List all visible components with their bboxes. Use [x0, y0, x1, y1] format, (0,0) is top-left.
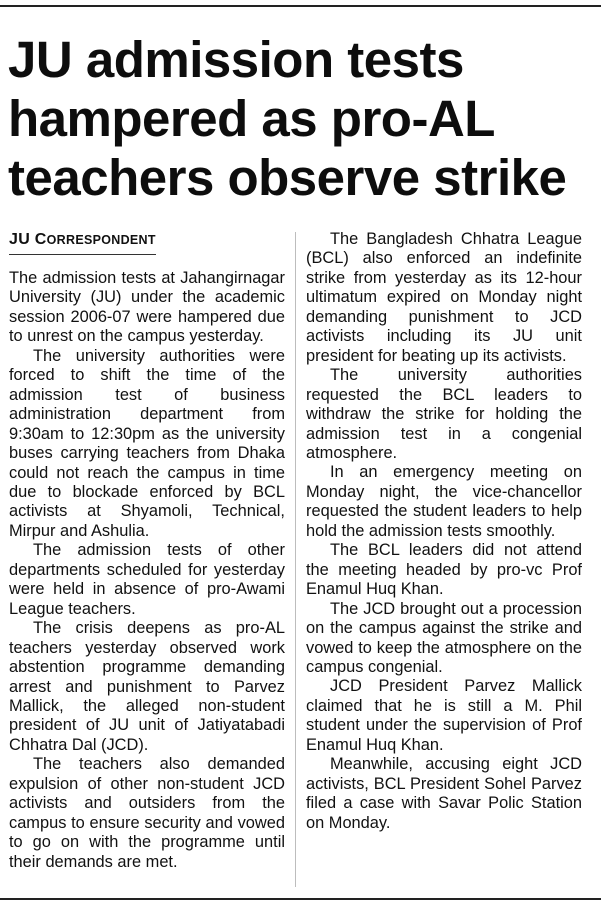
column-right [306, 230, 582, 833]
paragraph: The BCL leaders did not attend the meeting headed by pro-vc Prof Enamul Huq Khan. [306, 541, 582, 599]
column-divider [295, 232, 296, 887]
byline [9, 230, 156, 255]
paragraph: The crisis deepens as pro-AL teachers yesterday observed work abstention programme demanding arrest and punishment to Parvez Mallick, the alleged non-student president of JU unit of Jatiyatabadi Chhatra Dal (JCD). [9, 619, 285, 754]
top-rule [0, 5, 601, 7]
paragraph: JCD President Parvez Mallick claimed that he is still a M. Phil student under the supervision of Prof Enamul Huq Khan. [306, 677, 582, 754]
paragraph: The admission tests of other departments scheduled for yesterday were held in absence of pro-Awami League teachers. [9, 541, 285, 618]
paragraph: Meanwhile, accusing eight JCD activists, BCL President Sohel Parvez filed a case with Savar Polic Station on Monday. [306, 755, 582, 832]
bottom-rule [0, 898, 601, 900]
headline: JU admission tests hampered as pro-AL teachers observe strike [8, 31, 567, 206]
paragraph: The Bangladesh Chhatra League (BCL) also enforced an indefinite strike from yesterday as its 12-hour ultimatum expired on Monday night demanding punishment to JCD activists including its JU unit president for beating up its activists. [306, 230, 582, 365]
paragraph: The university authorities requested the BCL leaders to withdraw the strike for holding the admission test in a congenial atmosphere. [306, 366, 582, 462]
paragraph: The JCD brought out a procession on the campus against the strike and vowed to keep the atmosphere on the campus congenial. [306, 599, 582, 676]
paragraph: In an emergency meeting on Monday night, the vice-chancellor requested the student leaders to help hold the admission tests smoothly. [306, 463, 582, 540]
byline-initials: JU C [9, 231, 47, 248]
paragraph: The university authorities were forced to shift the time of the admission test of business administration department from 9:30am to 12:30pm as the university buses carrying teachers from Dhaka could not reach the campus in time due to blockade enforced by BCL activists at Shyamoli, Technical, Mirpur and Ashulia. [9, 346, 285, 540]
column-left [9, 230, 285, 872]
byline-rest: ORRESPONDENT [46, 233, 156, 247]
paragraph: The admission tests at Jahangirnagar University (JU) under the academic session 2006-07 were hampered due to unrest on the campus yesterday. [9, 269, 285, 346]
paragraph: The teachers also demanded expulsion of other non-student JCD activists and outsiders from the campus to ensure security and vowed to go on with the programme until their demands are met. [9, 755, 285, 871]
